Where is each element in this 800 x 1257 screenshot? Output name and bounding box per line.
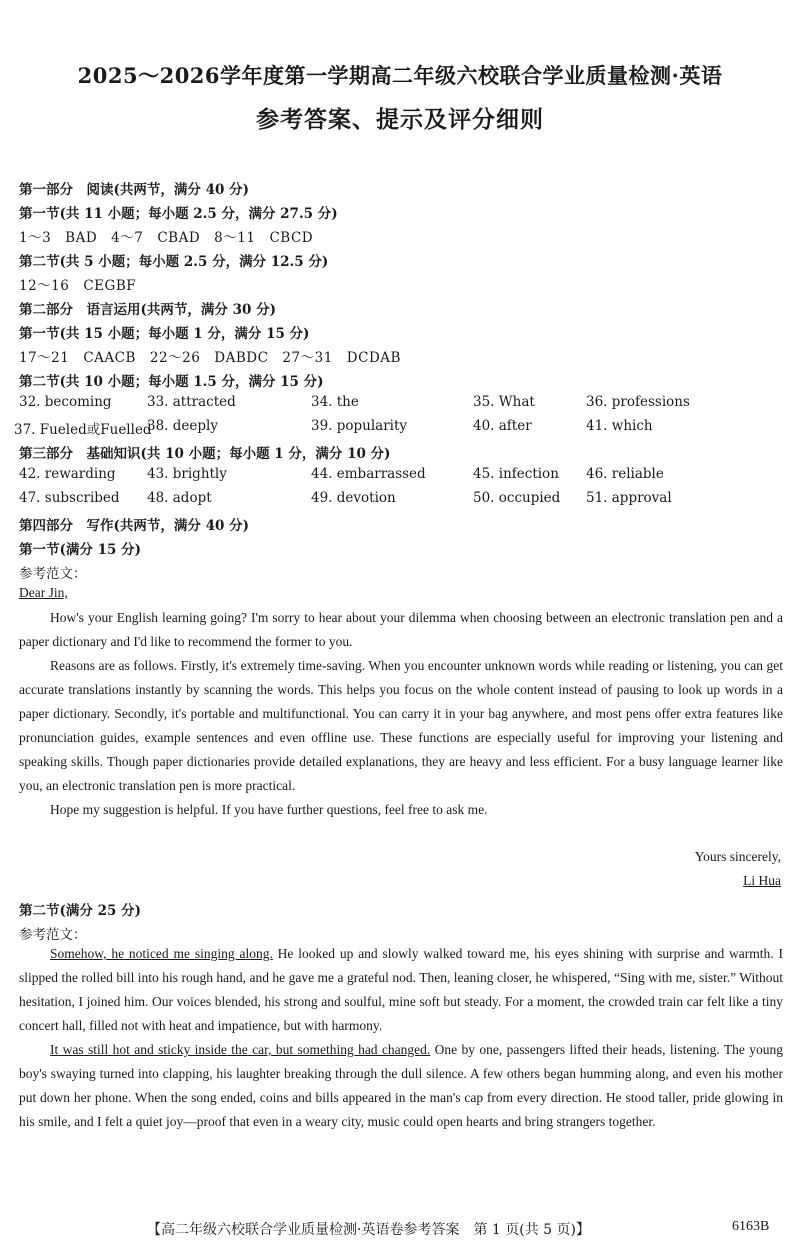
letter-paragraph: Hope my suggestion is helpful. If you have further questions, feel free to ask me. [50,802,488,817]
answer-cell: 49. devotion [311,490,396,506]
part1-sec1-heading: 第一节(共 11 小题；每小题 2.5 分，满分 27.5 分) [19,206,338,222]
answer-cell: 44. embarrassed [311,466,426,482]
answer-cell: 45. infection [473,466,559,482]
part4-sec2-heading: 第二节(满分 25 分) [19,903,141,919]
answer-cell: 38. deeply [147,418,218,434]
answer-cell: 39. popularity [311,418,408,434]
part1-sec2-answers: 12～16 CEGBF [19,278,137,294]
letter-greeting: Dear Jin, [19,585,68,600]
part1-sec1-answers: 1～3 BAD 4～7 CBAD 8～11 CBCD [19,230,314,246]
part2-sec1-heading: 第一节(共 15 小题；每小题 1 分，满分 15 分) [19,326,310,342]
part4-sec1-heading: 第一节(满分 15 分) [19,542,141,558]
answer-cell: 33. attracted [147,394,236,410]
answer-cell: 43. brightly [147,466,227,482]
answer-cell: 36. professions [586,394,690,410]
underlined-opening-sentence: Somehow, he noticed me singing along. [50,946,273,961]
answer-cell: 41. which [586,418,653,434]
part3-heading: 第三部分 基础知识(共 10 小题；每小题 1 分，满分 10 分) [19,446,391,462]
answer-cell: 37. Fueled或Fuelled [14,422,152,438]
letter-paragraph: Reasons are as follows. Firstly, it's extremely time-saving. When you encounter unknown words while reading or listening, you can get accurate translations instantly by scanning the words. This helps you focus on the whole content instead of pausing to look up words in a paper dictionary. Secondly, it's portable and multifunctional. You can carry it in your bag anywhere, and most pens offer extra features like pronunciation guides, example sentences and even offline use. These functions are especially useful for improving your listening and speaking skills. Though paper dictionaries provide detailed explanations, they are heavy and less efficient. For a busy language learner like you, an electronic translation pen is more practical. [19,658,783,793]
document-subtitle: 参考答案、提示及评分细则 [256,106,544,133]
essay-paragraph: It was still hot and sticky inside the car, but something had changed. One by one, passengers lifted their heads, listening. The young boy's swaying turned into clapping, his laughter breaking through the dull silence. A few others began humming along, and even his mother put down her phone. When the song ended, coins and bills appeared in the man's cap from every direction. He stood taller, pride glowing in his smile, and I felt a quiet joy—proof that even in a weary city, music could open hearts and bring strangers together. [19,1042,783,1129]
part2-sec1-answers: 17～21 CAACB 22～26 DABDC 27～31 DCDAB [19,350,401,366]
letter-closing: Yours sincerely, [694,849,781,864]
footer-text: 【高二年级六校联合学业质量检测·英语卷参考答案 第 1 页(共 5 页)】 [147,1222,590,1238]
answer-cell: 35. What [473,394,535,410]
answer-cell: 46. reliable [586,466,664,482]
sample-essay-label: 参考范文： [19,927,87,943]
answer-cell: 50. occupied [473,490,561,506]
answer-cell: 48. adopt [147,490,212,506]
answer-cell: 34. the [311,394,359,410]
answer-cell: 51. approval [586,490,672,506]
document-title: 2025～2026学年度第一学期高二年级六校联合学业质量检测·英语 [77,63,723,88]
footer-code: 6163B [732,1219,770,1234]
part1-sec2-heading: 第二节(共 5 小题；每小题 2.5 分，满分 12.5 分) [19,254,329,270]
part1-heading: 第一部分 阅读(共两节，满分 40 分) [19,182,249,198]
sample-essay-label: 参考范文： [19,566,87,582]
letter-signature: Li Hua [743,873,781,888]
answer-cell: 47. subscribed [19,490,120,506]
letter-paragraph: How's your English learning going? I'm sorry to hear about your dilemma when choosing between an electronic translation pen and a paper dictionary and I'd like to recommend the former to you. [19,610,783,649]
answer-cell: 32. becoming [19,394,112,410]
answer-cell: 40. after [473,418,532,434]
underlined-opening-sentence: It was still hot and sticky inside the car, but something had changed. [50,1042,431,1057]
letter-body [19,606,783,822]
continuation-essay [19,942,783,1134]
essay-paragraph: Somehow, he noticed me singing along. He looked up and slowly walked toward me, his eyes shining with surprise and warmth. I slipped the rolled bill into his rough hand, and he gave me a grateful nod. Then, leaning closer, he whispered, “Sing with me, sister.” Without hesitation, I joined him. Our voices blended, his strong and soulful, mine soft but steady. For a moment, the crowded train car felt like a tiny concert hall, filled not with heat and impatience, but with harmony. [19,946,783,1033]
part2-heading: 第二部分 语言运用(共两节，满分 30 分) [19,302,276,318]
part2-sec2-heading: 第二节(共 10 小题；每小题 1.5 分，满分 15 分) [19,374,324,390]
answer-cell: 42. rewarding [19,466,116,482]
part4-heading: 第四部分 写作(共两节，满分 40 分) [19,518,249,534]
